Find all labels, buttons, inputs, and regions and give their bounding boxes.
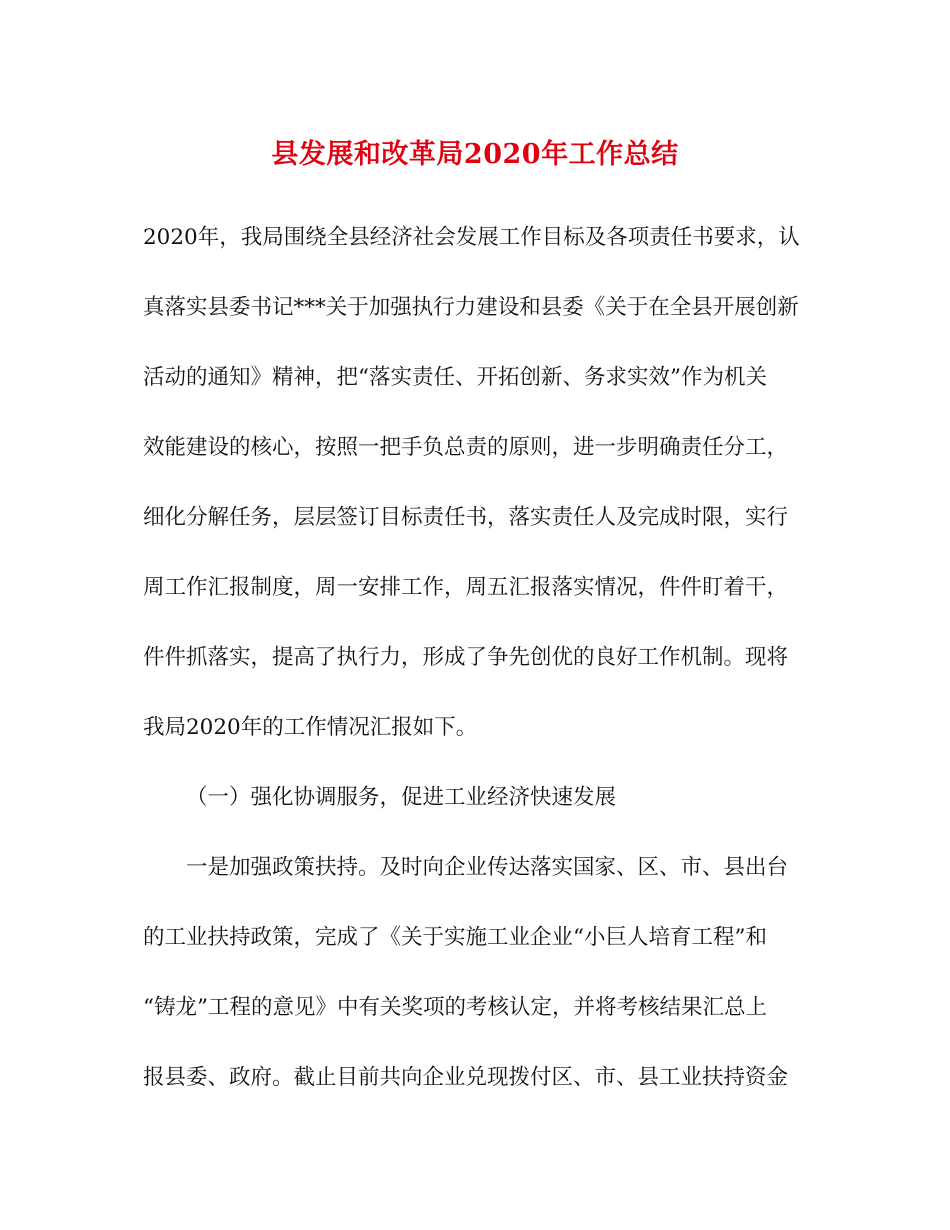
paragraph-line-6: 周工作汇报制度，周一安排工作，周五汇报落实情况，件件盯着干， [143,575,789,600]
paragraph-line-1: 2020年，我局围绕全县经济社会发展工作目标及各项责任书要求，认 [143,225,800,250]
paragraph-line-11: “铸龙”工程的意见》中有关奖项的考核认定，并将考核结果汇总上 [143,995,767,1020]
paragraph-line-9: 一是加强政策扶持。及时向企业传达落实国家、区、市、县出台 [186,855,789,880]
section-heading: （一）强化协调服务，促进工业经济快速发展 [186,785,617,810]
paragraph-line-10: 的工业扶持政策，完成了《关于实施工业企业“小巨人培育工程”和 [143,925,767,950]
paragraph-line-7: 件件抓落实，提高了执行力，形成了争先创优的良好工作机制。现将 [143,645,789,670]
paragraph-line-4: 效能建设的核心，按照一把手负总责的原则，进一步明确责任分工， [143,435,789,460]
paragraph-line-5: 细化分解任务，层层签订目标责任书，落实责任人及完成时限，实行 [143,505,789,530]
document-title: 县发展和改革局2020年工作总结 [271,139,679,170]
paragraph-line-2: 真落实县委书记***关于加强执行力建设和县委《关于在全县开展创新 [143,295,799,320]
paragraph-line-12: 报县委、政府。截止目前共向企业兑现拨付区、市、县工业扶持资金 [143,1065,789,1090]
paragraph-line-3: 活动的通知》精神，把“落实责任、开拓创新、务求实效”作为机关 [143,365,767,390]
paragraph-line-8: 我局2020年的工作情况汇报如下。 [143,715,478,740]
